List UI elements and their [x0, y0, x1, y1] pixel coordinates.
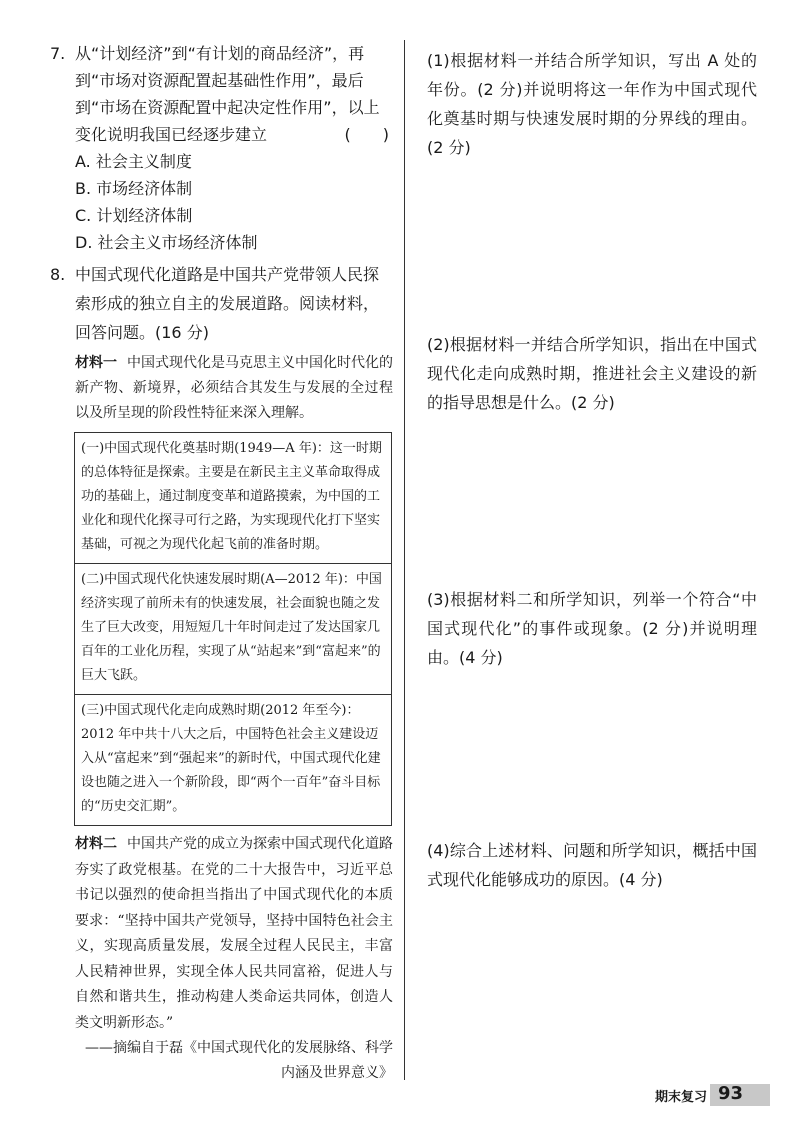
option-a: A. 社会主义制度: [75, 152, 192, 171]
stage-foundation: (一)中国式现代化奠基时期(1949—A 年)：这一时期的总体特征是探索。主要是在新民主主义革命取得成功的基础上，通过制度变革和道路摸索，为中国的工业化和现代化探寻可行之路，为实现现代化打下坚实基础，可视之为现代化起飞前的准备时期。: [81, 441, 382, 552]
option-c: C. 计划经济体制: [75, 206, 193, 225]
section-label: 期末复习: [655, 1090, 708, 1105]
stage-rapid-development: (二)中国式现代化快速发展时期(A—2012 年)：中国经济实现了前所未有的快速发展，社会面貌也随之发生了巨大改变，用短短几十年时间走过了发达国家几百年的工业化历程，实现了从“站起来”到“富起来”的巨大飞跃。: [75, 563, 391, 694]
material-2: [75, 832, 393, 1036]
stages-table: [74, 432, 392, 826]
sub-question-2: (2)根据材料一并结合所学知识，指出在中国式现代化走向成熟时期，推进社会主义建设的新的指导思想是什么。(2 分): [427, 335, 757, 412]
material-text: 中国共产党的成立为探索中国式现代化道路夯实了政党根基。在党的二十大报告中，习近平总书记以强烈的使命担当指出了中国式现代化的本质要求：“坚持中国共产党领导，坚持中国特色社会主义，实现高质量发展，发展全过程人民民主，丰富人民精神世界，实现全体人民共同富裕，促进人与自然和谐共生，推动构建人类命运共同体，创造人类文明新形态。”: [75, 836, 393, 1031]
column-divider: [404, 40, 405, 1080]
sub-question-4: (4)综合上述材料、问题和所学知识，概括中国式现代化能够成功的原因。(4 分): [427, 841, 757, 889]
page-number: 93: [718, 1083, 744, 1104]
material-text: 中国式现代化是马克思主义中国化时代化的新产物、新境界，必须结合其发生与发展的全过程以及所呈现的阶段性特征来深入理解。: [75, 355, 393, 421]
question-stem: 从“计划经济”到“有计划的商品经济”，再到“市场对资源配置起基础性作用”，最后到“市场在资源配置中起决定性作用”，以上变化说明我国已经逐步建立 ( ): [75, 40, 393, 148]
material-label: 材料一: [75, 355, 117, 371]
left-column: [50, 40, 393, 1086]
answer-blank: ( ): [344, 125, 389, 144]
material-label: 材料二: [75, 836, 117, 852]
question-7: [50, 40, 393, 148]
sub-question-1: (1)根据材料一并结合所学知识，写出 A 处的年份。(2 分)并说明将这一年作为中国式现代化奠基时期与快速发展时期的分界线的理由。(2 分): [427, 51, 757, 157]
sub-question-3: (3)根据材料二和所学知识，列举一个符合“中国式现代化”的事件或现象。(2 分)并说明理由。(4 分): [427, 590, 757, 667]
question-number: 8.: [50, 265, 66, 284]
question-number: 7.: [50, 44, 66, 63]
option-b: B. 市场经济体制: [75, 179, 193, 198]
option-d: D. 社会主义市场经济体制: [75, 233, 258, 252]
question-stem: 中国式现代化道路是中国共产党带领人民探索形成的独立自主的发展道路。阅读材料，回答问题。(16 分): [75, 265, 380, 342]
page-footer: [0, 1080, 800, 1120]
stage-maturity: (三)中国式现代化走向成熟时期(2012 年至今)：2012 年中共十八大之后，中国特色社会主义建设迈入从“富起来”到“强起来”的新时代，中国式现代化建设也随之进入一个新阶段，即“两个一百年”奋斗目标的“历史交汇期”。: [75, 694, 391, 825]
material-source: ——摘编自于磊《中国式现代化的发展脉络、科学内涵及世界意义》: [85, 1040, 393, 1081]
material-1: [75, 351, 393, 426]
question-8: [50, 260, 393, 347]
